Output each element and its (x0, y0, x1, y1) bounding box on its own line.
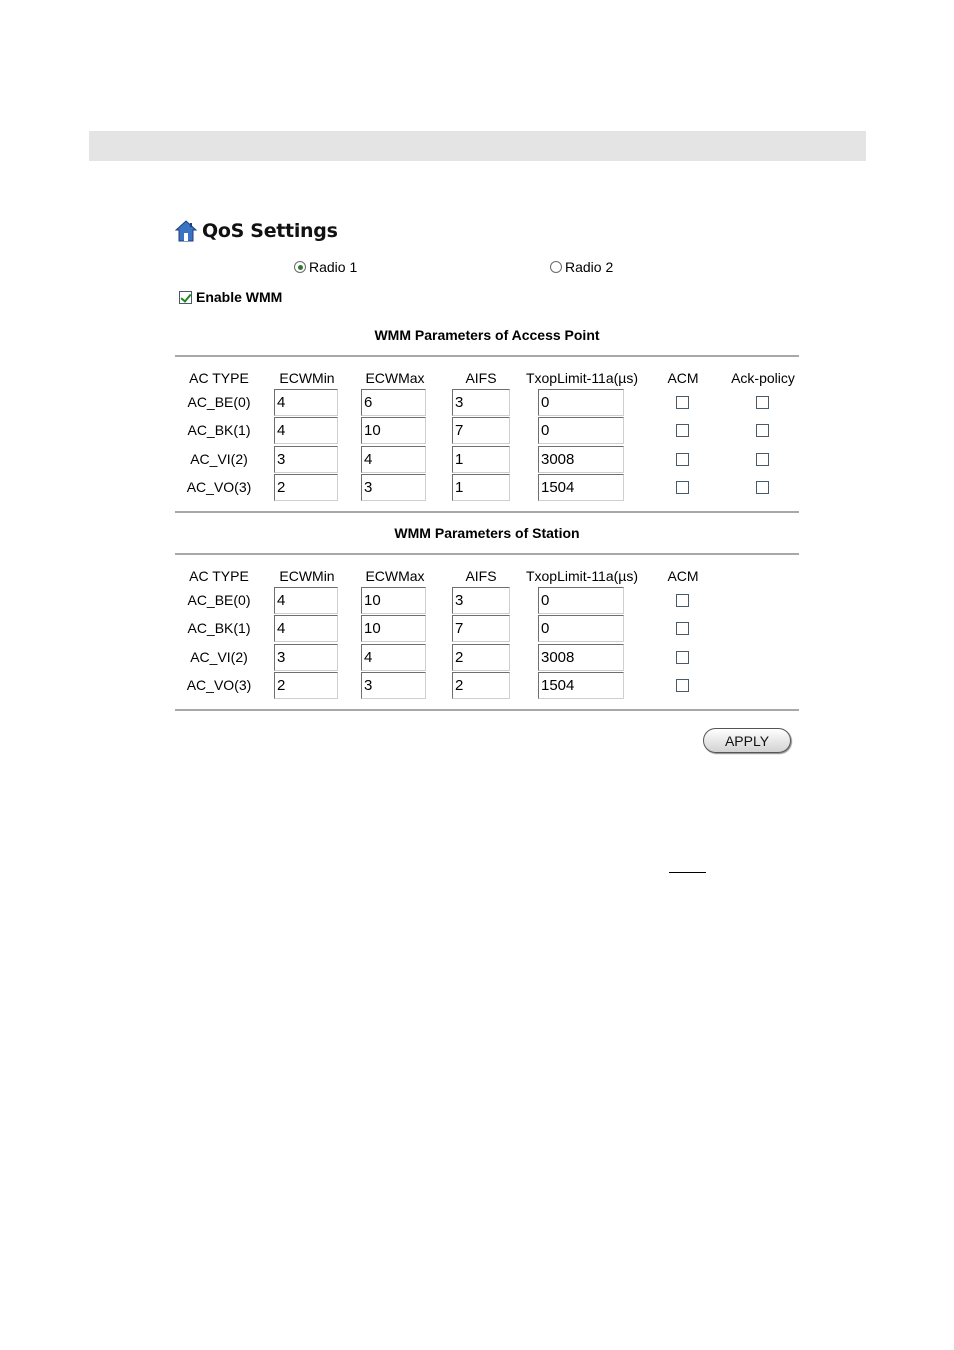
ecwmin-input[interactable] (274, 587, 338, 614)
radio-2-button[interactable] (550, 261, 562, 273)
ac-type-label: AC_BE(0) (187, 592, 251, 608)
radio-1-label: Radio 1 (309, 259, 358, 275)
radio-2-option[interactable] (550, 257, 613, 277)
aifs-input[interactable] (452, 389, 510, 416)
enable-wmm-label: Enable WMM (196, 289, 283, 305)
aifs-input[interactable] (452, 474, 510, 501)
acm-checkbox[interactable] (676, 396, 689, 409)
ack-policy-checkbox[interactable] (756, 481, 769, 494)
aifs-input[interactable] (452, 587, 510, 614)
top-gray-bar (89, 131, 866, 161)
ack-policy-checkbox[interactable] (756, 453, 769, 466)
ack-policy-checkbox[interactable] (756, 396, 769, 409)
ac-type-label: AC_BK(1) (187, 620, 251, 636)
acm-checkbox[interactable] (676, 651, 689, 664)
column-header: ACM (667, 568, 699, 584)
station-divider-bottom (175, 709, 799, 711)
ecwmax-input[interactable] (361, 417, 426, 444)
aifs-input[interactable] (452, 644, 510, 671)
acm-checkbox[interactable] (676, 622, 689, 635)
txop-input[interactable] (538, 615, 624, 642)
ecwmax-input[interactable] (361, 615, 426, 642)
ecwmax-input[interactable] (361, 474, 426, 501)
underline-mark (669, 872, 706, 873)
ecwmax-input[interactable] (361, 389, 426, 416)
ecwmin-input[interactable] (274, 615, 338, 642)
radio-1-option[interactable] (294, 257, 357, 277)
column-header: ECWMin (279, 568, 335, 584)
acm-checkbox[interactable] (676, 453, 689, 466)
ecwmax-input[interactable] (361, 446, 426, 473)
ecwmax-input[interactable] (361, 672, 426, 699)
radio-1-button[interactable] (294, 261, 306, 273)
ap-section-title: WMM Parameters of Access Point (374, 327, 600, 343)
column-header: AIFS (465, 370, 497, 386)
ecwmax-input[interactable] (361, 644, 426, 671)
ecwmin-input[interactable] (274, 644, 338, 671)
column-header: Ack-policy (731, 370, 795, 386)
ack-policy-checkbox[interactable] (756, 424, 769, 437)
ac-type-label: AC_BK(1) (187, 422, 251, 438)
aifs-input[interactable] (452, 417, 510, 444)
page-title: QoS Settings (202, 220, 338, 242)
ecwmin-input[interactable] (274, 446, 338, 473)
ac-type-label: AC_VI(2) (190, 451, 248, 467)
txop-input[interactable] (538, 474, 624, 501)
ecwmin-input[interactable] (274, 672, 338, 699)
ecwmin-input[interactable] (274, 417, 338, 444)
txop-input[interactable] (538, 672, 624, 699)
acm-checkbox[interactable] (676, 424, 689, 437)
home-icon (175, 220, 197, 242)
ecwmin-input[interactable] (274, 389, 338, 416)
radio-2-label: Radio 2 (565, 259, 614, 275)
acm-checkbox[interactable] (676, 594, 689, 607)
acm-checkbox[interactable] (676, 481, 689, 494)
aifs-input[interactable] (452, 615, 510, 642)
ap-divider-bottom (175, 511, 799, 513)
column-header: TxopLimit-11a(µs) (525, 370, 639, 386)
ecwmin-input[interactable] (274, 474, 338, 501)
ecwmax-input[interactable] (361, 587, 426, 614)
acm-checkbox[interactable] (676, 679, 689, 692)
column-header: ECWMax (365, 568, 425, 584)
ap-divider-top (175, 355, 799, 357)
column-header: ECWMax (365, 370, 425, 386)
enable-wmm-checkbox[interactable] (179, 291, 192, 304)
column-header: AC TYPE (189, 568, 249, 584)
txop-input[interactable] (538, 587, 624, 614)
txop-input[interactable] (538, 644, 624, 671)
ac-type-label: AC_VO(3) (186, 479, 252, 495)
ac-type-label: AC_VO(3) (186, 677, 252, 693)
enable-wmm-option[interactable] (179, 287, 282, 307)
station-divider-top (175, 553, 799, 555)
station-section-title: WMM Parameters of Station (394, 525, 580, 541)
apply-button[interactable]: APPLY (703, 728, 791, 753)
column-header: ECWMin (279, 370, 335, 386)
column-header: AC TYPE (189, 370, 249, 386)
txop-input[interactable] (538, 417, 624, 444)
page-header (175, 216, 338, 246)
column-header: ACM (667, 370, 699, 386)
ac-type-label: AC_BE(0) (187, 394, 251, 410)
column-header: TxopLimit-11a(µs) (525, 568, 639, 584)
txop-input[interactable] (538, 446, 624, 473)
aifs-input[interactable] (452, 672, 510, 699)
txop-input[interactable] (538, 389, 624, 416)
aifs-input[interactable] (452, 446, 510, 473)
ac-type-label: AC_VI(2) (190, 649, 248, 665)
column-header: AIFS (465, 568, 497, 584)
